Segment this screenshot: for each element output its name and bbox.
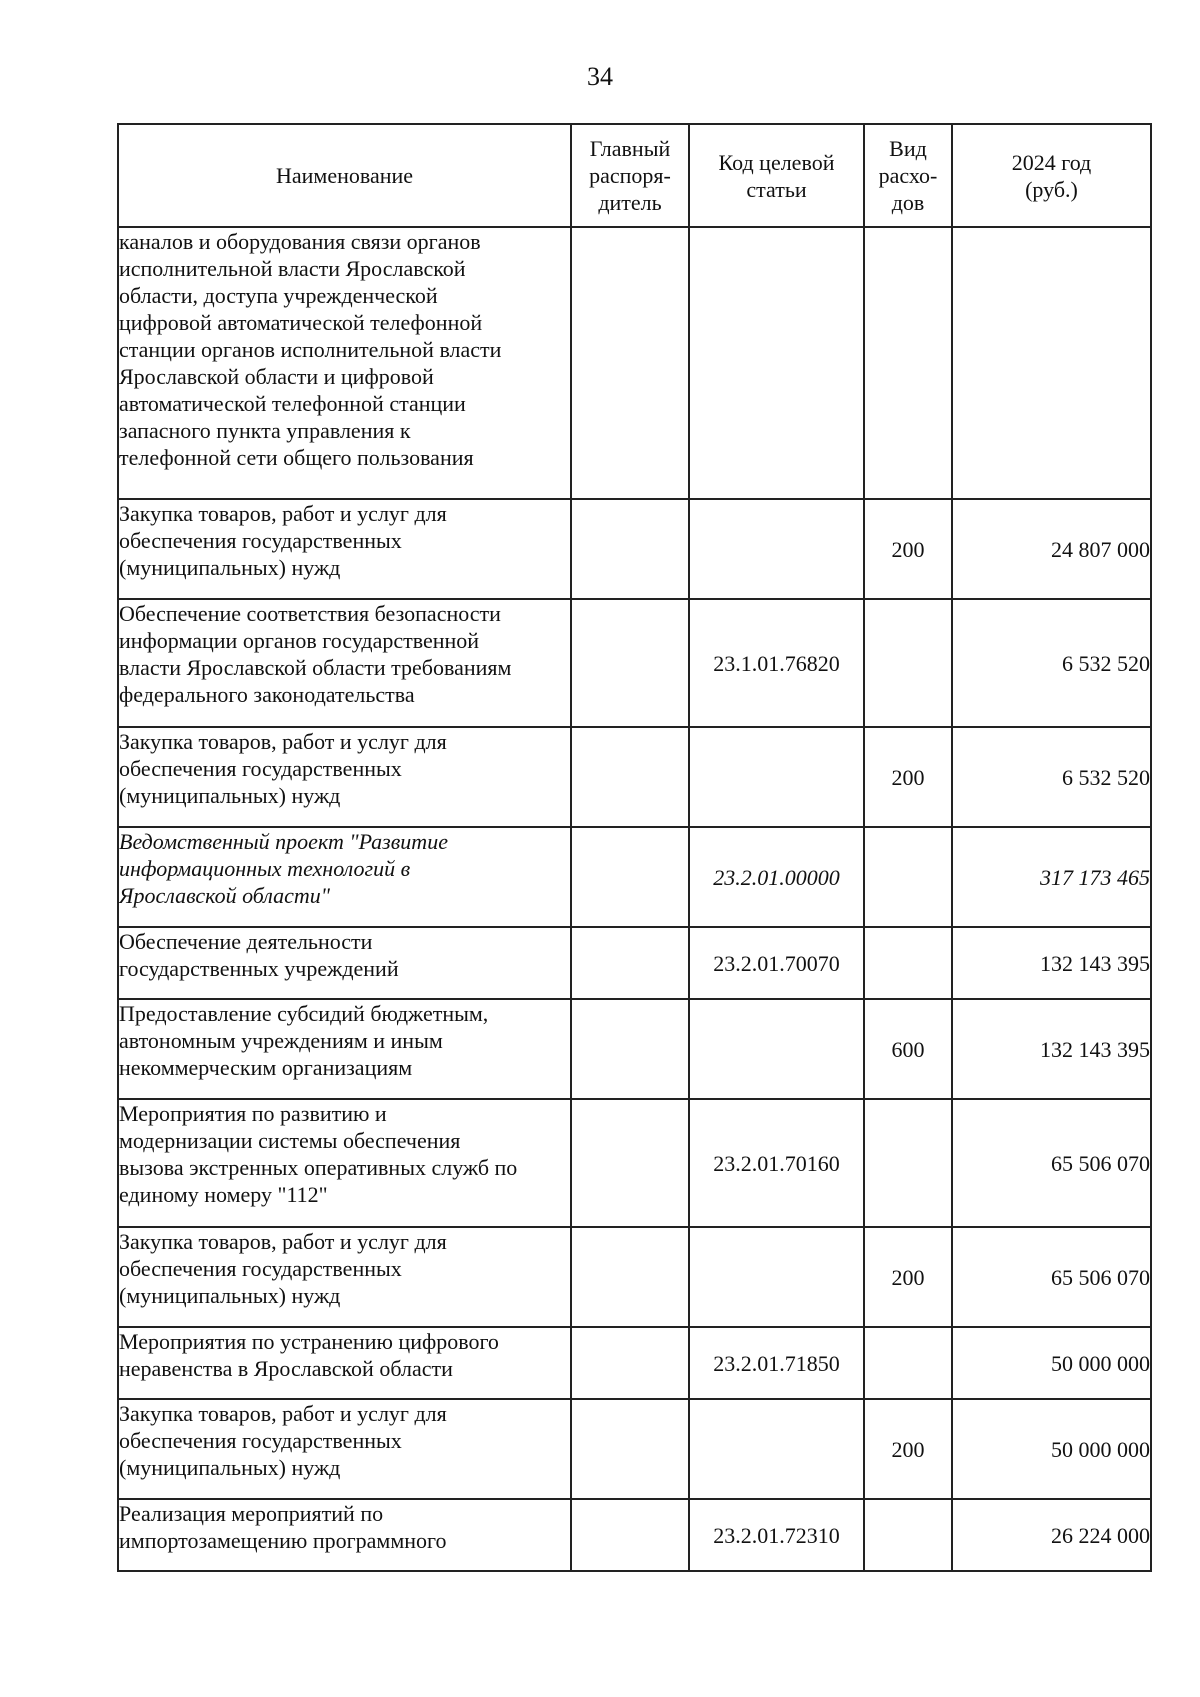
- cell-name-line: (муниципальных) нужд: [119, 555, 341, 580]
- table-row: [118, 1099, 1151, 1227]
- cell-name: [118, 1399, 571, 1499]
- cell-name-line: Мероприятия по развитию и: [119, 1101, 387, 1126]
- header-row: [118, 124, 1151, 227]
- table-row: [118, 727, 1151, 827]
- cell-name-line: Закупка товаров, работ и услуг для: [119, 729, 447, 754]
- cell-manager: [571, 827, 689, 927]
- cell-manager: [571, 1327, 689, 1399]
- cell-name: [118, 727, 571, 827]
- table-row: [118, 927, 1151, 999]
- table-row: [118, 1327, 1151, 1399]
- cell-name-line: телефонной сети общего пользования: [119, 445, 474, 470]
- cell-name: [118, 1327, 571, 1399]
- header-name: Наименование: [118, 124, 571, 227]
- cell-name: [118, 927, 571, 999]
- cell-name-line: обеспечения государственных: [119, 528, 402, 553]
- table-row: [118, 827, 1151, 927]
- cell-name-line: модернизации системы обеспечения: [119, 1128, 461, 1153]
- cell-name-line: государственных учреждений: [119, 956, 399, 981]
- cell-amount: 317 173 465: [952, 827, 1151, 927]
- cell-target-code: 23.2.01.70160: [689, 1099, 864, 1227]
- cell-name-line: власти Ярославской области требованиям: [119, 655, 512, 680]
- cell-expense-type: [864, 1327, 952, 1399]
- cell-name: [118, 1099, 571, 1227]
- cell-name-line: станции органов исполнительной власти: [119, 337, 502, 362]
- cell-manager: [571, 999, 689, 1099]
- cell-expense-type: [864, 227, 952, 499]
- header-type: [864, 124, 952, 227]
- cell-name: [118, 1499, 571, 1571]
- cell-name-line: Обеспечение деятельности: [119, 929, 373, 954]
- cell-name-line: исполнительной власти Ярославской: [119, 256, 466, 281]
- cell-expense-type: [864, 1499, 952, 1571]
- cell-name: [118, 827, 571, 927]
- cell-name: [118, 499, 571, 599]
- cell-expense-type: [864, 599, 952, 727]
- cell-expense-type: 200: [864, 499, 952, 599]
- header-manager-line: Главный: [589, 136, 671, 161]
- cell-name-line: Ярославской области и цифровой: [119, 364, 434, 389]
- cell-name-line: вызова экстренных оперативных служб по: [119, 1155, 518, 1180]
- cell-expense-type: [864, 1099, 952, 1227]
- cell-name-line: цифровой автоматической телефонной: [119, 310, 483, 335]
- header-type-line: Вид: [889, 136, 927, 161]
- cell-name-line: неравенства в Ярославской области: [119, 1356, 453, 1381]
- cell-name-line: (муниципальных) нужд: [119, 1283, 341, 1308]
- header-manager: [571, 124, 689, 227]
- cell-amount: 6 532 520: [952, 599, 1151, 727]
- cell-amount: 132 143 395: [952, 927, 1151, 999]
- cell-expense-type: 200: [864, 1227, 952, 1327]
- cell-name-line: Ярославской области": [119, 883, 331, 908]
- cell-amount: 65 506 070: [952, 1099, 1151, 1227]
- cell-name-line: Реализация мероприятий по: [119, 1501, 384, 1526]
- cell-target-code: 23.1.01.76820: [689, 599, 864, 727]
- cell-target-code: [689, 1227, 864, 1327]
- cell-name-line: каналов и оборудования связи органов: [119, 229, 481, 254]
- cell-amount: 6 532 520: [952, 727, 1151, 827]
- header-manager-line: дитель: [598, 190, 662, 215]
- cell-name-line: автоматической телефонной станции: [119, 391, 466, 416]
- cell-target-code: [689, 999, 864, 1099]
- cell-manager: [571, 599, 689, 727]
- table-row: [118, 499, 1151, 599]
- cell-target-code: 23.2.01.70070: [689, 927, 864, 999]
- cell-name-line: (муниципальных) нужд: [119, 783, 341, 808]
- cell-expense-type: [864, 927, 952, 999]
- cell-name: [118, 599, 571, 727]
- cell-expense-type: 200: [864, 727, 952, 827]
- cell-name: [118, 999, 571, 1099]
- cell-name-line: некоммерческим организациям: [119, 1055, 413, 1080]
- cell-manager: [571, 1399, 689, 1499]
- cell-name-line: Закупка товаров, работ и услуг для: [119, 1401, 447, 1426]
- cell-manager: [571, 227, 689, 499]
- cell-manager: [571, 1227, 689, 1327]
- cell-amount: [952, 227, 1151, 499]
- cell-target-code: [689, 727, 864, 827]
- cell-name-line: области, доступа учрежденческой: [119, 283, 438, 308]
- cell-name-line: Мероприятия по устранению цифрового: [119, 1329, 499, 1354]
- table-row: [118, 1227, 1151, 1327]
- cell-name-line: обеспечения государственных: [119, 1256, 402, 1281]
- cell-target-code: 23.2.01.71850: [689, 1327, 864, 1399]
- cell-target-code: 23.2.01.72310: [689, 1499, 864, 1571]
- cell-name-line: импортозамещению программного: [119, 1528, 447, 1553]
- cell-manager: [571, 499, 689, 599]
- cell-target-code: 23.2.01.00000: [689, 827, 864, 927]
- cell-amount: 65 506 070: [952, 1227, 1151, 1327]
- header-code-line: Код целевой: [718, 149, 835, 175]
- cell-name-line: единому номеру "112": [119, 1182, 328, 1207]
- cell-target-code: [689, 227, 864, 499]
- cell-name-line: информационных технологий в: [119, 856, 411, 881]
- cell-name-line: информации органов государственной: [119, 628, 480, 653]
- header-year-line: (руб.): [1025, 176, 1078, 202]
- cell-name-line: автономным учреждениям и иным: [119, 1028, 443, 1053]
- page-number: 34: [587, 62, 613, 91]
- cell-amount: 26 224 000: [952, 1499, 1151, 1571]
- cell-expense-type: [864, 827, 952, 927]
- cell-amount: 132 143 395: [952, 999, 1151, 1099]
- cell-name-line: Закупка товаров, работ и услуг для: [119, 501, 447, 526]
- cell-name-line: федерального законодательства: [119, 682, 415, 707]
- cell-amount: 24 807 000: [952, 499, 1151, 599]
- cell-name-line: Обеспечение соответствия безопасности: [119, 601, 501, 626]
- cell-name-line: Предоставление субсидий бюджетным,: [119, 1001, 489, 1026]
- header-manager-line: распоря-: [589, 163, 671, 188]
- budget-table: [117, 123, 1152, 1572]
- header-code: [689, 124, 864, 227]
- table-row: [118, 1499, 1151, 1571]
- header-code-line: статьи: [746, 176, 807, 202]
- header-type-line: дов: [891, 190, 925, 215]
- cell-manager: [571, 727, 689, 827]
- header-year-line: 2024 год: [1011, 149, 1092, 175]
- cell-target-code: [689, 1399, 864, 1499]
- cell-manager: [571, 1499, 689, 1571]
- table-row: [118, 227, 1151, 499]
- cell-target-code: [689, 499, 864, 599]
- cell-manager: [571, 927, 689, 999]
- cell-amount: 50 000 000: [952, 1399, 1151, 1499]
- cell-expense-type: 200: [864, 1399, 952, 1499]
- cell-name-line: обеспечения государственных: [119, 756, 402, 781]
- table-row: [118, 999, 1151, 1099]
- table-row: [118, 1399, 1151, 1499]
- cell-name: [118, 227, 571, 499]
- table-row: [118, 599, 1151, 727]
- cell-name: [118, 1227, 571, 1327]
- cell-manager: [571, 1099, 689, 1227]
- header-type-line: расхо-: [878, 163, 938, 188]
- cell-name-line: запасного пункта управления к: [119, 418, 411, 443]
- cell-expense-type: 600: [864, 999, 952, 1099]
- cell-amount: 50 000 000: [952, 1327, 1151, 1399]
- cell-name-line: обеспечения государственных: [119, 1428, 402, 1453]
- header-year: [952, 124, 1151, 227]
- cell-name-line: (муниципальных) нужд: [119, 1455, 341, 1480]
- cell-name-line: Закупка товаров, работ и услуг для: [119, 1229, 447, 1254]
- cell-name-line: Ведомственный проект "Развитие: [119, 829, 448, 854]
